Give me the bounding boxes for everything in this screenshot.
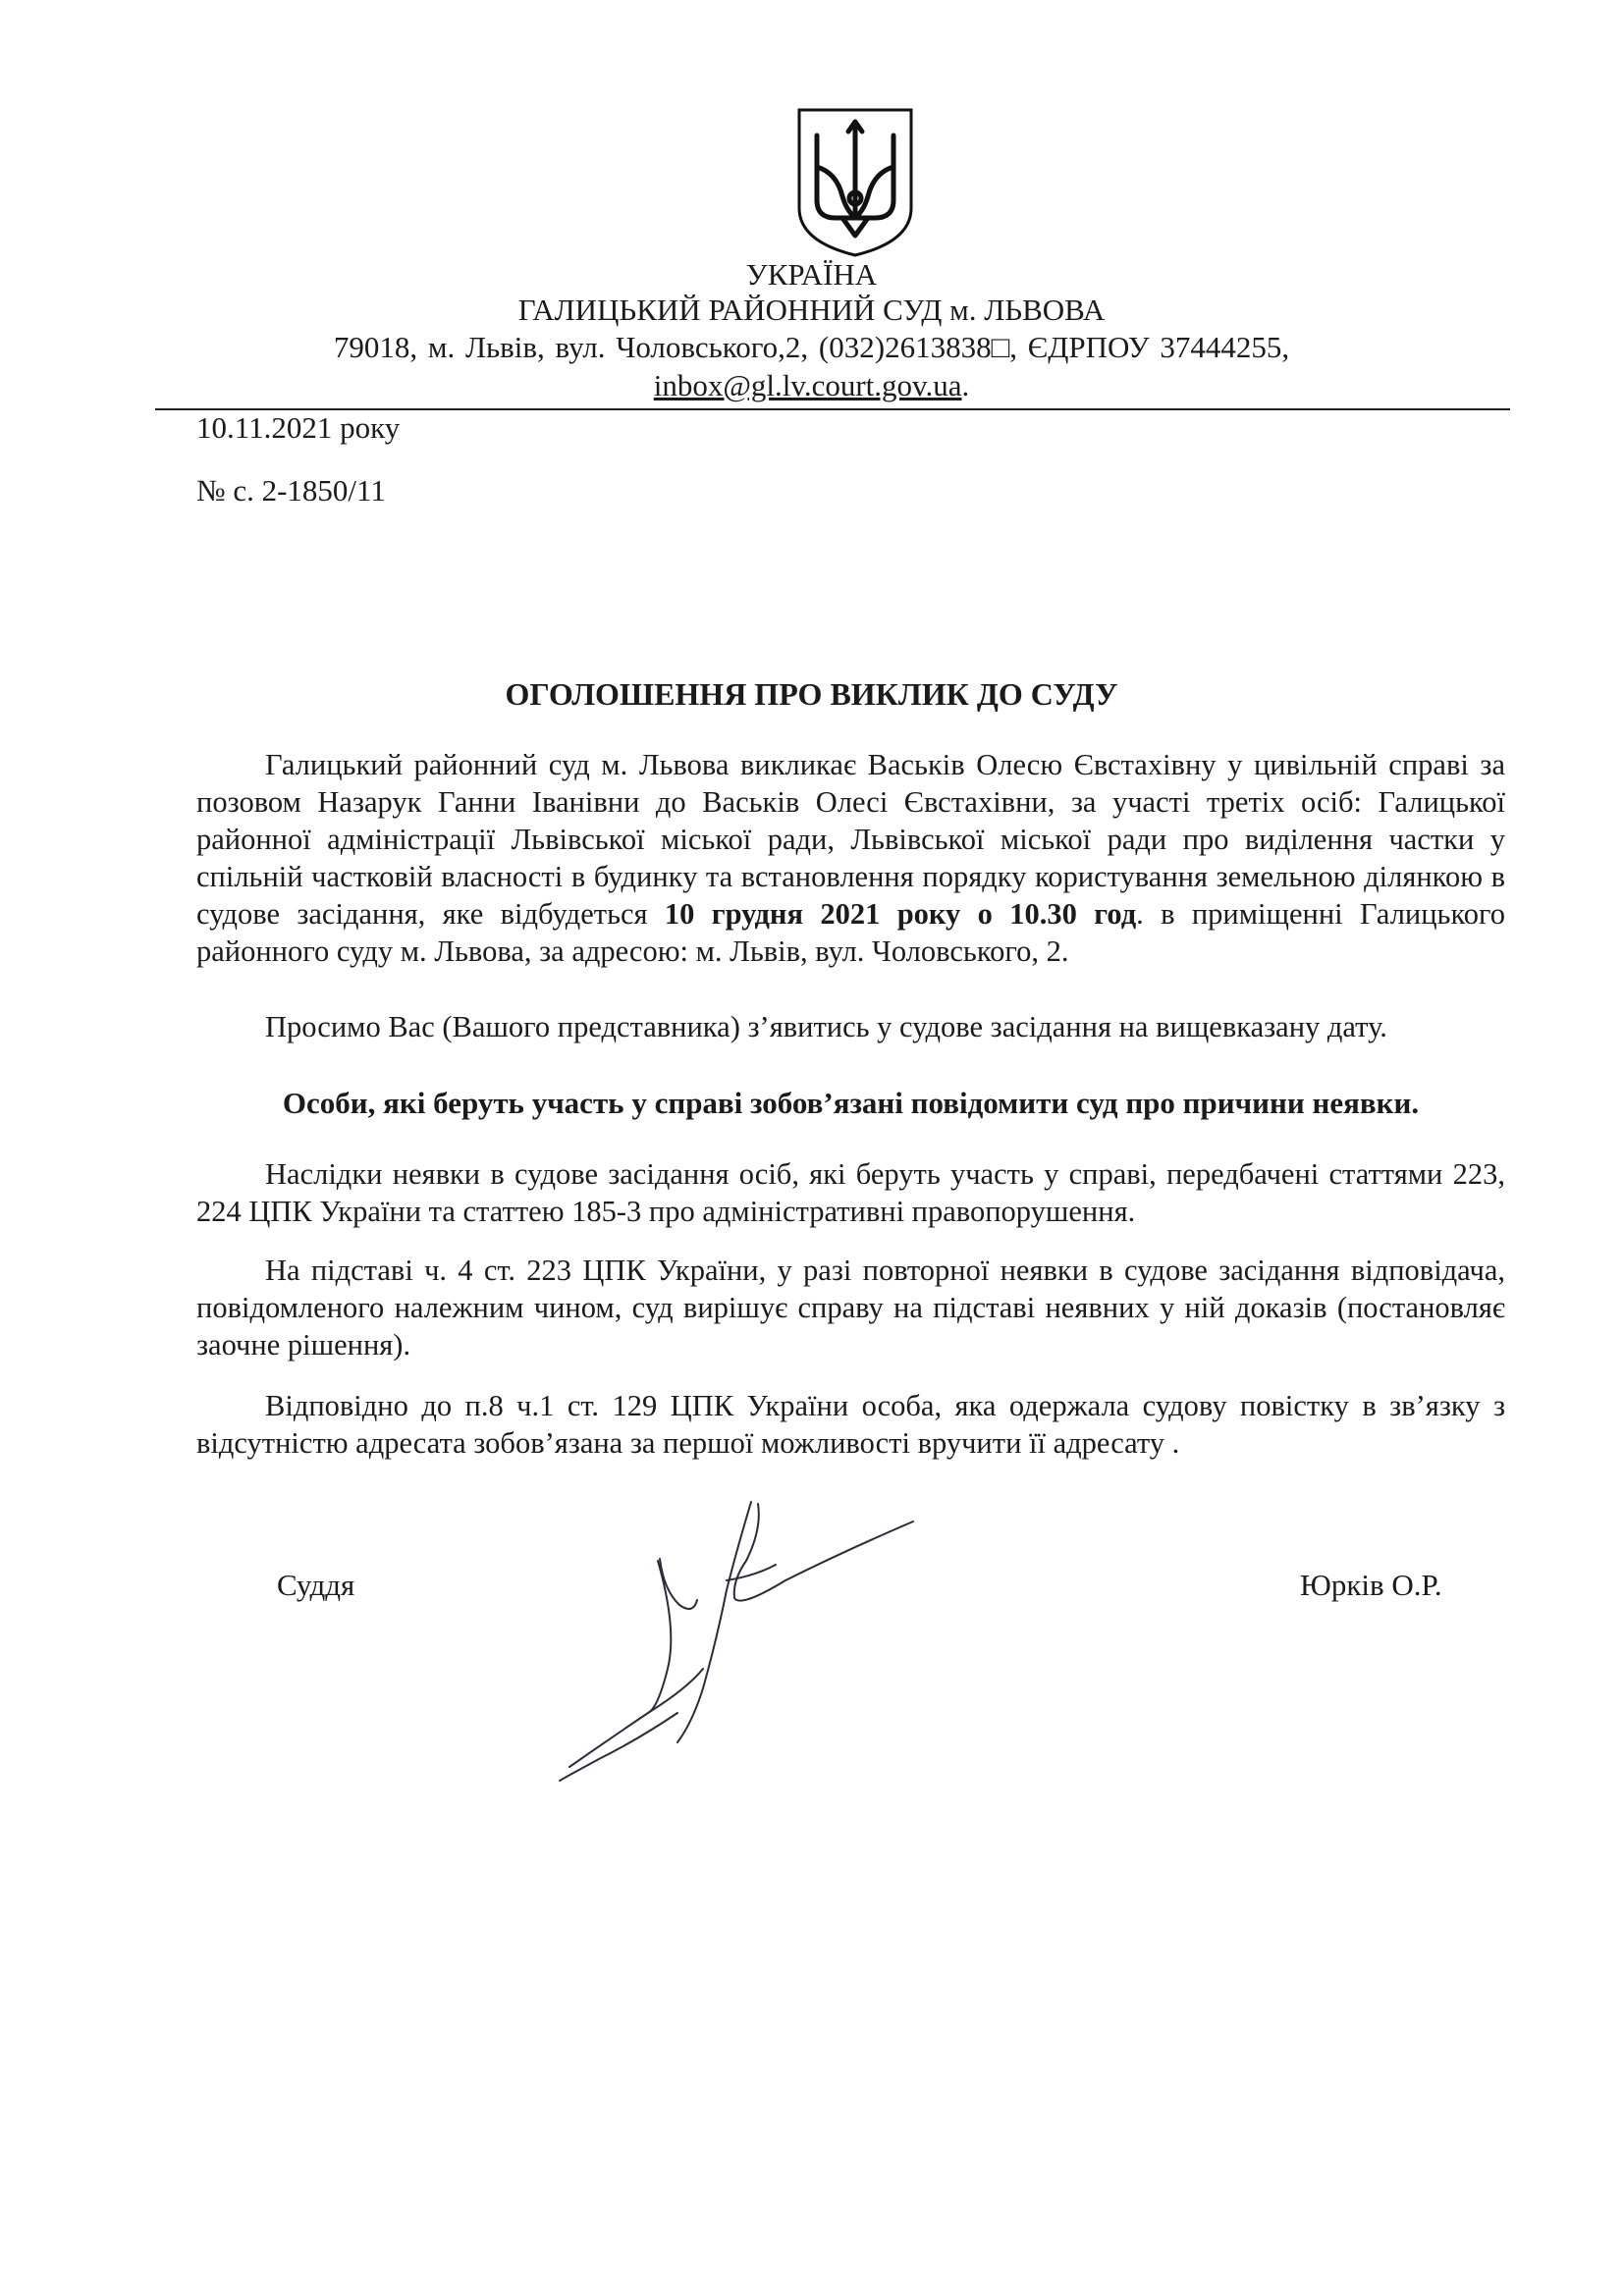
court-name: ГАЛИЦЬКИЙ РАЙОННИЙ СУД м. ЛЬВОВА: [517, 293, 1106, 327]
default-judgment-paragraph: На підставі ч. 4 ст. 223 ЦПК України, у разі повторної неявки в судове засідання відповідача, повідомленого належним чином, суд вирішує справу на підставі неявних у ній доказів (постановляє заочне рішення).: [196, 1254, 1505, 1362]
delivery-paragraph: Відповідно до п.8 ч.1 ст. 129 ЦПК України особа, яка одержала судову повістку в зв’язку з відсутністю адресата зобов’язана за першої можливості вручити її адресату .: [196, 1389, 1505, 1460]
country-name: УКРАЇНА: [745, 257, 878, 292]
judge-label: Суддя: [277, 1568, 355, 1602]
court-email-link[interactable]: inbox@gl.lv.court.gov.ua: [653, 368, 962, 402]
hearing-date: 10 грудня 2021 року о 10.30 год: [664, 897, 1137, 931]
judge-name: Юрків О.Р.: [1300, 1568, 1442, 1602]
consequences-paragraph: Наслідки неявки в судове засідання осіб, які беруть участь у справі, передбачені статтями 223, 224 ЦПК України та статтею 185-3 про адміністративні правопорушення.: [196, 1157, 1505, 1228]
summons-text-after-date: . в приміщенні Галицького районного суду м. Львова, за адресою: м. Львів, вул. Чоловського, 2.: [196, 897, 1505, 968]
obligation-notice: Особи, які беруть участь у справі зобов’язані повідомити суд про причини неявки.: [282, 1086, 1420, 1120]
notice-title: ОГОЛОШЕННЯ ПРО ВИКЛИК ДО СУДУ: [505, 676, 1118, 712]
summons-text-before-date: Галицький районний суд м. Львова викликає Васьків Олесю Євстахівну у цивільній справі за позовом Назарук Ганни Іванівни до Васьків Олесі Євстахівни, за участі третіх осіб: Галицької районної адміністрації Львівської міської ради, Львівської міської ради про виділення частки у спільній частковій власності в будинку та встановлення порядку користування земельною ділянкою в судове засідання, яке відбудеться: [196, 748, 1505, 931]
summons-paragraph: [196, 746, 1505, 970]
email-suffix: .: [961, 368, 970, 402]
document-date: 10.11.2021 року: [196, 410, 401, 445]
handwritten-signature: [530, 1482, 952, 1796]
ukraine-coat-of-arms-icon: [791, 102, 919, 259]
court-email-line: [196, 368, 1427, 403]
request-paragraph: Просимо Вас (Вашого представника) з’явитись у судове засідання на вищевказану дату.: [265, 1010, 1387, 1043]
court-address: 79018, м. Львів, вул. Чоловського,2, (032)2613838□, ЄДРПОУ 37444255,: [333, 330, 1290, 364]
case-number: № с. 2-1850/11: [196, 473, 386, 507]
